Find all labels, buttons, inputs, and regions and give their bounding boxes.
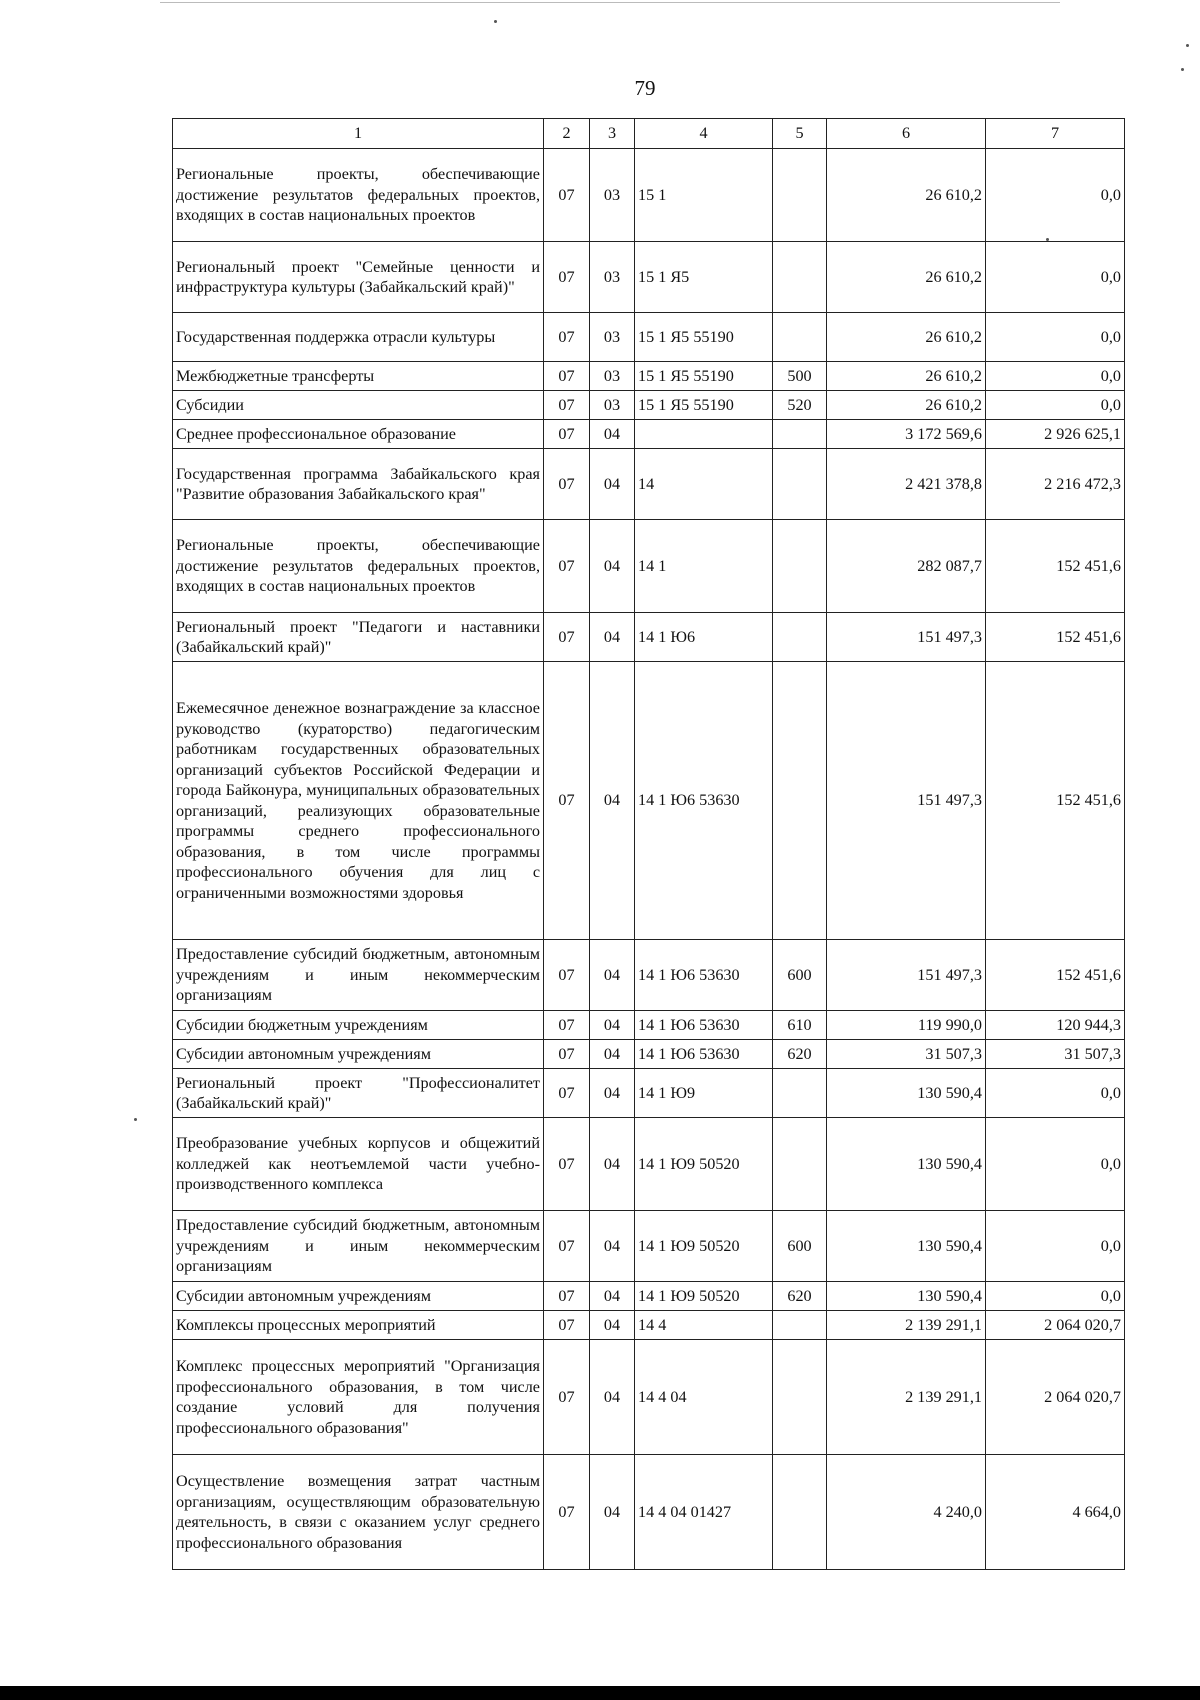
- table-row: [173, 520, 1125, 613]
- row-name-cell: Региональный проект "Педагоги и наставники (Забайкальский край)": [173, 613, 544, 662]
- row-name-cell: Преобразование учебных корпусов и общежитий колледжей как неотъемлемой части учебно-производственного комплекса: [173, 1118, 544, 1211]
- table-row: [173, 242, 1125, 313]
- row-name-cell: Комплекс процессных мероприятий "Организация профессионального образования, в том числе создание условий для получения профессионального образования": [173, 1340, 544, 1455]
- section-code-cell: 07: [544, 662, 590, 940]
- row-name-cell: Субсидии бюджетным учреждениям: [173, 1011, 544, 1040]
- section-code-cell: 07: [544, 940, 590, 1011]
- amount-year2-cell: 2 216 472,3: [986, 449, 1125, 520]
- target-article-cell: 14 4 04 01427: [635, 1455, 773, 1570]
- subsection-code-cell: 03: [590, 362, 635, 391]
- amount-year1-cell: 151 497,3: [827, 940, 986, 1011]
- target-article-cell: [635, 420, 773, 449]
- table-row: [173, 940, 1125, 1011]
- amount-year1-cell: 151 497,3: [827, 613, 986, 662]
- subsection-code-cell: 04: [590, 449, 635, 520]
- amount-year1-cell: 151 497,3: [827, 662, 986, 940]
- target-article-cell: 14 1 Ю6 53630: [635, 1011, 773, 1040]
- amount-year2-cell: 152 451,6: [986, 940, 1125, 1011]
- expense-type-cell: [773, 613, 827, 662]
- subsection-code-cell: 04: [590, 1069, 635, 1118]
- column-header: 7: [986, 119, 1125, 149]
- section-code-cell: 07: [544, 1211, 590, 1282]
- expense-type-cell: [773, 1455, 827, 1570]
- target-article-cell: 14 1 Ю9: [635, 1069, 773, 1118]
- section-code-cell: 07: [544, 1311, 590, 1340]
- amount-year1-cell: 4 240,0: [827, 1455, 986, 1570]
- row-name-cell: Комплексы процессных мероприятий: [173, 1311, 544, 1340]
- expense-type-cell: [773, 420, 827, 449]
- amount-year2-cell: 152 451,6: [986, 662, 1125, 940]
- table-row: [173, 1340, 1125, 1455]
- subsection-code-cell: 04: [590, 1211, 635, 1282]
- amount-year1-cell: 26 610,2: [827, 313, 986, 362]
- row-name-cell: Государственная программа Забайкальского края "Развитие образования Забайкальского края": [173, 449, 544, 520]
- target-article-cell: 15 1: [635, 149, 773, 242]
- expense-type-cell: 620: [773, 1040, 827, 1069]
- row-name-cell: Осуществление возмещения затрат частным организациям, осуществляющим образовательную деятельность, в связи с оказанием услуг среднего профессионального образования: [173, 1455, 544, 1570]
- expense-type-cell: [773, 449, 827, 520]
- top-edge-rule: [160, 2, 1060, 3]
- table-row: [173, 662, 1125, 940]
- amount-year2-cell: 152 451,6: [986, 613, 1125, 662]
- amount-year1-cell: 282 087,7: [827, 520, 986, 613]
- column-header: 6: [827, 119, 986, 149]
- subsection-code-cell: 04: [590, 1340, 635, 1455]
- target-article-cell: 15 1 Я5 55190: [635, 391, 773, 420]
- subsection-code-cell: 04: [590, 662, 635, 940]
- table-row: [173, 362, 1125, 391]
- table-row: [173, 1455, 1125, 1570]
- scan-speck: [134, 1118, 137, 1121]
- column-header: 2: [544, 119, 590, 149]
- target-article-cell: 14 1 Ю6 53630: [635, 1040, 773, 1069]
- expense-type-cell: [773, 1340, 827, 1455]
- amount-year2-cell: 0,0: [986, 1211, 1125, 1282]
- expense-type-cell: [773, 1069, 827, 1118]
- subsection-code-cell: 04: [590, 520, 635, 613]
- section-code-cell: 07: [544, 1455, 590, 1570]
- amount-year2-cell: 2 064 020,7: [986, 1340, 1125, 1455]
- expense-type-cell: 610: [773, 1011, 827, 1040]
- target-article-cell: 14 1 Ю6 53630: [635, 662, 773, 940]
- column-header: 1: [173, 119, 544, 149]
- table-row: [173, 313, 1125, 362]
- table-row: [173, 1211, 1125, 1282]
- table-row: [173, 1011, 1125, 1040]
- row-name-cell: Субсидии: [173, 391, 544, 420]
- amount-year2-cell: 0,0: [986, 391, 1125, 420]
- expense-type-cell: 520: [773, 391, 827, 420]
- amount-year2-cell: 4 664,0: [986, 1455, 1125, 1570]
- amount-year2-cell: 0,0: [986, 149, 1125, 242]
- amount-year1-cell: 2 421 378,8: [827, 449, 986, 520]
- amount-year2-cell: 120 944,3: [986, 1011, 1125, 1040]
- section-code-cell: 07: [544, 1118, 590, 1211]
- subsection-code-cell: 04: [590, 613, 635, 662]
- section-code-cell: 07: [544, 242, 590, 313]
- column-header: 4: [635, 119, 773, 149]
- section-code-cell: 07: [544, 613, 590, 662]
- table-row: [173, 1069, 1125, 1118]
- expense-type-cell: [773, 662, 827, 940]
- expense-type-cell: [773, 242, 827, 313]
- row-name-cell: Региональные проекты, обеспечивающие достижение результатов федеральных проектов, входящих в состав национальных проектов: [173, 520, 544, 613]
- expense-type-cell: 500: [773, 362, 827, 391]
- amount-year1-cell: 130 590,4: [827, 1118, 986, 1211]
- amount-year1-cell: 130 590,4: [827, 1211, 986, 1282]
- amount-year1-cell: 26 610,2: [827, 391, 986, 420]
- amount-year2-cell: 31 507,3: [986, 1040, 1125, 1069]
- expense-type-cell: 600: [773, 940, 827, 1011]
- target-article-cell: 15 1 Я5 55190: [635, 313, 773, 362]
- amount-year1-cell: 2 139 291,1: [827, 1311, 986, 1340]
- section-code-cell: 07: [544, 1282, 590, 1311]
- target-article-cell: 14 1 Ю9 50520: [635, 1118, 773, 1211]
- section-code-cell: 07: [544, 391, 590, 420]
- section-code-cell: 07: [544, 1340, 590, 1455]
- row-name-cell: Среднее профессиональное образование: [173, 420, 544, 449]
- amount-year2-cell: 152 451,6: [986, 520, 1125, 613]
- amount-year2-cell: 2 926 625,1: [986, 420, 1125, 449]
- section-code-cell: 07: [544, 420, 590, 449]
- target-article-cell: 15 1 Я5: [635, 242, 773, 313]
- row-name-cell: Региональные проекты, обеспечивающие достижение результатов федеральных проектов, входящих в состав национальных проектов: [173, 149, 544, 242]
- target-article-cell: 14 1 Ю9 50520: [635, 1282, 773, 1311]
- target-article-cell: 14 1 Ю6: [635, 613, 773, 662]
- target-article-cell: 14 4 04: [635, 1340, 773, 1455]
- amount-year1-cell: 130 590,4: [827, 1282, 986, 1311]
- subsection-code-cell: 04: [590, 420, 635, 449]
- section-code-cell: 07: [544, 362, 590, 391]
- amount-year2-cell: 0,0: [986, 313, 1125, 362]
- subsection-code-cell: 03: [590, 149, 635, 242]
- budget-table: [172, 118, 1125, 1570]
- amount-year1-cell: 119 990,0: [827, 1011, 986, 1040]
- section-code-cell: 07: [544, 1011, 590, 1040]
- subsection-code-cell: 04: [590, 1311, 635, 1340]
- section-code-cell: 07: [544, 449, 590, 520]
- row-name-cell: Региональный проект "Семейные ценности и инфраструктура культуры (Забайкальский край)": [173, 242, 544, 313]
- table-header-row: [173, 119, 1125, 149]
- expense-type-cell: [773, 149, 827, 242]
- amount-year2-cell: 0,0: [986, 242, 1125, 313]
- section-code-cell: 07: [544, 1069, 590, 1118]
- row-name-cell: Субсидии автономным учреждениям: [173, 1282, 544, 1311]
- section-code-cell: 07: [544, 520, 590, 613]
- expense-type-cell: 600: [773, 1211, 827, 1282]
- amount-year1-cell: 31 507,3: [827, 1040, 986, 1069]
- expense-type-cell: [773, 1311, 827, 1340]
- table-row: [173, 391, 1125, 420]
- amount-year1-cell: 26 610,2: [827, 242, 986, 313]
- amount-year1-cell: 26 610,2: [827, 149, 986, 242]
- row-name-cell: Предоставление субсидий бюджетным, автономным учреждениям и иным некоммерческим организациям: [173, 940, 544, 1011]
- scan-speck: [1186, 44, 1189, 47]
- subsection-code-cell: 03: [590, 391, 635, 420]
- expense-type-cell: 620: [773, 1282, 827, 1311]
- table-row: [173, 449, 1125, 520]
- table-row: [173, 1040, 1125, 1069]
- subsection-code-cell: 04: [590, 1040, 635, 1069]
- section-code-cell: 07: [544, 1040, 590, 1069]
- table-row: [173, 420, 1125, 449]
- amount-year1-cell: 130 590,4: [827, 1069, 986, 1118]
- table-row: [173, 1118, 1125, 1211]
- target-article-cell: 14 1: [635, 520, 773, 613]
- amount-year1-cell: 26 610,2: [827, 362, 986, 391]
- section-code-cell: 07: [544, 149, 590, 242]
- row-name-cell: Региональный проект "Профессионалитет (Забайкальский край)": [173, 1069, 544, 1118]
- amount-year2-cell: 0,0: [986, 1118, 1125, 1211]
- table-row: [173, 1311, 1125, 1340]
- expense-type-cell: [773, 520, 827, 613]
- table-row: [173, 149, 1125, 242]
- row-name-cell: Субсидии автономным учреждениям: [173, 1040, 544, 1069]
- subsection-code-cell: 03: [590, 242, 635, 313]
- subsection-code-cell: 04: [590, 1455, 635, 1570]
- row-name-cell: Предоставление субсидий бюджетным, автономным учреждениям и иным некоммерческим организациям: [173, 1211, 544, 1282]
- target-article-cell: 14 4: [635, 1311, 773, 1340]
- scan-speck: [494, 20, 497, 23]
- expense-type-cell: [773, 1118, 827, 1211]
- section-code-cell: 07: [544, 313, 590, 362]
- row-name-cell: Государственная поддержка отрасли культуры: [173, 313, 544, 362]
- scan-speck: [1181, 68, 1184, 71]
- amount-year1-cell: 3 172 569,6: [827, 420, 986, 449]
- target-article-cell: 14: [635, 449, 773, 520]
- amount-year2-cell: 0,0: [986, 362, 1125, 391]
- subsection-code-cell: 04: [590, 1011, 635, 1040]
- subsection-code-cell: 03: [590, 313, 635, 362]
- subsection-code-cell: 04: [590, 1118, 635, 1211]
- amount-year2-cell: 2 064 020,7: [986, 1311, 1125, 1340]
- amount-year1-cell: 2 139 291,1: [827, 1340, 986, 1455]
- page-number: 79: [634, 76, 656, 100]
- subsection-code-cell: 04: [590, 1282, 635, 1311]
- scan-bottom-edge: [0, 1686, 1200, 1700]
- column-header: 3: [590, 119, 635, 149]
- target-article-cell: 15 1 Я5 55190: [635, 362, 773, 391]
- target-article-cell: 14 1 Ю9 50520: [635, 1211, 773, 1282]
- row-name-cell: Ежемесячное денежное вознаграждение за классное руководство (кураторство) педагогическим работникам государственных образовательных организаций субъектов Российской Федерации и города Байконура, муниципальных образовательных организаций, реализующих образовательные программы среднего профессионального образования, в том числе программы профессионального обучения для лиц с ограниченными возможностями здоровья: [173, 662, 544, 940]
- amount-year2-cell: 0,0: [986, 1282, 1125, 1311]
- table-row: [173, 613, 1125, 662]
- amount-year2-cell: 0,0: [986, 1069, 1125, 1118]
- table-row: [173, 1282, 1125, 1311]
- target-article-cell: 14 1 Ю6 53630: [635, 940, 773, 1011]
- expense-type-cell: [773, 313, 827, 362]
- column-header: 5: [773, 119, 827, 149]
- subsection-code-cell: 04: [590, 940, 635, 1011]
- row-name-cell: Межбюджетные трансферты: [173, 362, 544, 391]
